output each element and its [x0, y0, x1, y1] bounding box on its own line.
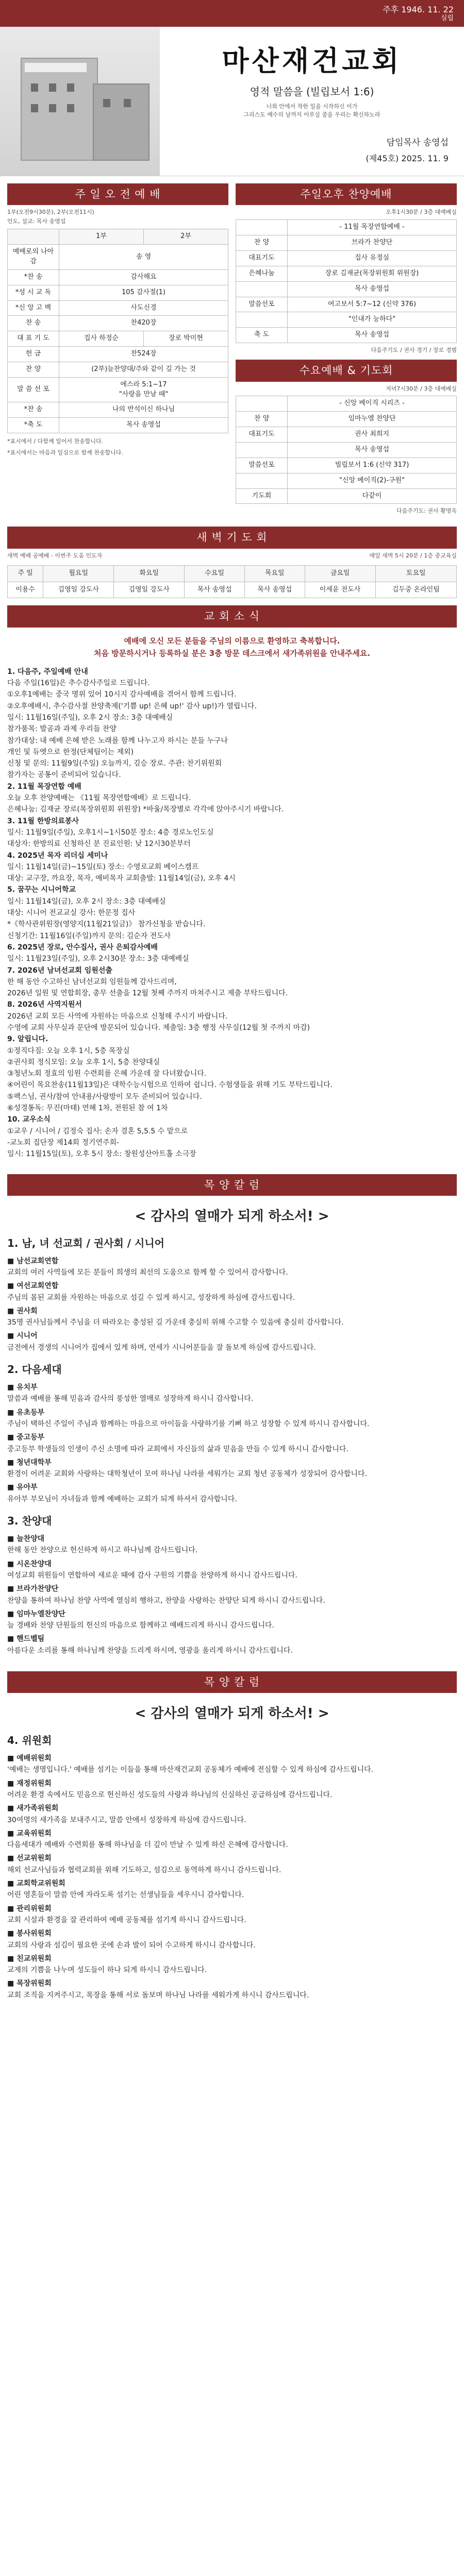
column-section-2: 2. 다음세대 [7, 1363, 62, 1376]
news-line: ④어린이 목요찬송(11월13일)은 대학수능시험으로 인하여 쉽니다. 수험생들을 위해 기도 부탁드립니다. [7, 1081, 333, 1090]
column-item-heading: ■ 선교위원회 [7, 1854, 52, 1863]
news-line: ⑤팩스님, 권사/참여 안내용/사랑방이 모두 준비되어 있습니다. [7, 1092, 202, 1101]
wed-worship-footnote: 다음주기도: 권사 황명옥 [396, 507, 457, 515]
table-row: 찬 송 찬420장 [8, 316, 228, 331]
news-heading: 7. 2026년 남녀선교회 임원선출 [7, 966, 112, 975]
table-row: 말씀선포 여고보서 5:7~12 (신약 376) [236, 297, 457, 312]
column-item-heading: ■ 유초등부 [7, 1408, 45, 1417]
pm-column [236, 183, 457, 518]
table-row: "신앙 베이직(2)-구원" [236, 473, 457, 488]
news-line: 일시: 11월14일(금)~15일(토) 장소: 수영로교회 베이스캠프 [7, 862, 199, 871]
news-line: 대상: 시니어 전교교실 강사: 한문정 집사 [7, 909, 136, 918]
column-item-heading: ■ 재정위원회 [7, 1779, 52, 1788]
news-line: 참가자는 공통이 준비되어 있습니다. [7, 771, 121, 779]
table-row: 기도회 다같이 [236, 488, 457, 504]
wed-worship-title: 수요예배 & 기도회 [236, 360, 457, 381]
wed-worship-note: 저녁7시30분 / 3층 대예배실 [386, 385, 457, 392]
church-info [160, 27, 464, 176]
table-row: 대표기도 권사 최희지 [236, 427, 457, 443]
news-line: 대상자: 한방의료 신청하신 분 진료인원: 낮 12시30분부터 [7, 840, 191, 849]
table-header: 1부 2부 [8, 229, 228, 245]
table-row: 대표기도 집사 유정실 [236, 251, 457, 266]
pastoral-column-1 [0, 1174, 464, 1656]
news-line: 오늘 오후 찬양예배는 《11월 목장연합예배》로 드립니다. [7, 794, 191, 803]
column-item-text: 금전에서 경생의 시니어가 집에서 있게 하며, 연세가 시니어분들을 잘 돌보게 하심에 감사드립니다. [7, 1343, 316, 1352]
news-line: 2026년 교회 모든 사역에 자원하는 마음으로 신청해 주시기 바랍니다. [7, 1012, 228, 1021]
column-item-heading: ■ 목장위원회 [7, 1979, 52, 1988]
tagline: 영적 말씀을 (빌립보서 1:6) [250, 86, 374, 98]
column-title-bar: 목 양 칼 럼 [7, 1671, 457, 1693]
column-section-4: 4. 위원회 [7, 1734, 52, 1747]
column-item-heading: ■ 임마누엘찬양단 [7, 1609, 65, 1618]
news-heading: 9. 알립니다. [7, 1035, 48, 1044]
column-item-text: 어린 영혼들이 말씀 안에 자라도록 섬기는 선생님들을 세우시니 감사합니다. [7, 1891, 244, 1900]
column-item-heading: ■ 남선교회연합 [7, 1257, 59, 1265]
column-item-heading: ■ 늘찬양대 [7, 1535, 45, 1544]
wed-worship-table [236, 396, 457, 504]
welcome-message: 예배에 오신 모든 분들을 주님의 이름으로 환영하고 축복합니다. 처음 방문하시거나 등록하실 분은 3층 방문 데스크에서 새가족위원을 안내주세요. [93, 636, 371, 658]
dawn-prayer-table [7, 565, 457, 599]
column-item-text: 늘 경배와 찬양 단원들의 헌신의 마음으로 함께하고 예배드리게 하시니 감사드립니다. [7, 1621, 274, 1630]
column-item-text: 한해 동안 찬양으로 헌신하게 하시고 하나님께 감사드립니다. [7, 1546, 198, 1555]
column-title: < 감사의 열매가 되게 하소서! > [135, 1208, 329, 1224]
pm-worship-note: 오후1시30분 / 3층 대예배실 [386, 209, 457, 216]
news-line: 한 해 동안 수고하신 남녀선교회 임원들께 감사드리며, [7, 977, 177, 986]
news-heading: 1. 다음주, 주일예배 안내 [7, 667, 88, 676]
column-item-text: 주님의 몸된 교회를 자원하는 마음으로 섬길 수 있게 하시고, 성장하게 하심에 감사드립니다. [7, 1293, 295, 1302]
am-worship-note2: 인도, 설교: 목사 송영섭 [7, 218, 66, 225]
column-item-text: 유아부 부모님이 자녀들과 함께 예배하는 교회가 되게 하셔서 감사합니다. [7, 1495, 237, 1503]
church-name: 마산재건교회 [222, 45, 402, 77]
column-item-heading: ■ 권사회 [7, 1307, 38, 1315]
am-worship-table [7, 229, 228, 433]
news-heading: 5. 꿈꾸는 시니어학교 [7, 886, 76, 894]
news-heading: 8. 2026년 사역지원서 [7, 1001, 82, 1009]
pm-worship-title: 주일오후 찬양예배 [236, 183, 457, 205]
news-line: 수영에 교회 사무실과 문단에 방문되어 있습니다. 제출일: 3층 행정 사무실(12월 첫 주까지 마감) [7, 1023, 310, 1032]
dawn-prayer-note2: 새벽 예배 공예배 - 이번주 도움 인도자 [7, 552, 103, 559]
pastor-name: 담임목사 송영섭 [386, 138, 449, 148]
dawn-prayer-title: 새 벽 기 도 회 [7, 527, 457, 548]
table-row: "인내가 능하다" [236, 312, 457, 328]
column-item-heading: ■ 유치부 [7, 1383, 38, 1392]
column-title: < 감사의 열매가 되게 하소서! > [135, 1706, 329, 1722]
column-item-heading: ■ 중고등부 [7, 1433, 45, 1442]
issue-number: (제45호) 2025. 11. 9 [366, 153, 449, 163]
am-worship-footnote: *표시에서 / 다함께 일어서 찬송합니다. [7, 438, 104, 445]
top-strip [0, 0, 464, 27]
news-line: 신청 및 문의: 11월9일(주일) 오늘까지, 김승 장로. 주관: 찬기위원회 [7, 759, 222, 768]
column-section-2-body [7, 1382, 457, 1504]
am-worship-footnote2: *표시에서는 마음과 일심으로 함께 찬송합니다. [7, 449, 123, 456]
column-item-text: 교회 시설과 환경을 잘 관리하여 예배 공동체를 섬기게 하시니 감사드립니다. [7, 1916, 246, 1924]
column-item-text: 교제의 기쁨을 나누며 성도들이 하나 되게 하시니 감사드립니다. [7, 1966, 207, 1975]
column-item-heading: ■ 시온찬양대 [7, 1560, 52, 1568]
column-item-text: 해외 선교사님들과 협력교회를 위해 기도하고, 섬김으로 동역하게 하시니 감사드립니다. [7, 1866, 281, 1874]
column-item-text: 교회 조직을 지켜주시고, 목장을 통해 서로 돌보며 하나님 나라를 세워가게 하시니 감사드립니다. [7, 1991, 309, 1999]
column-item-heading: ■ 관리위원회 [7, 1904, 52, 1913]
column-item-text: 어려운 환경 속에서도 믿음으로 헌신하신 성도들의 사랑과 하나님의 신실하신 공급하심에 감사드립니다. [7, 1791, 333, 1799]
founding-date: 주후 1946. 11. 22 실립 [383, 4, 454, 22]
news-heading: 6. 2025년 장로, 안수집사, 권사 은퇴감사예배 [7, 943, 158, 952]
news-line: ⑥성경통독: 무진(마태) 연혜 1차, 전원된 참 여 1차 [7, 1104, 168, 1113]
table-row: 찬 양 (2부)늘찬양대/주와 같이 길 가는 것 [8, 362, 228, 377]
column-item-heading: ■ 유아부 [7, 1483, 38, 1492]
column-item-text: 교회의 사랑과 섬김이 필요한 곳에 손과 발이 되어 수고하게 하시니 감사합니다. [7, 1941, 256, 1950]
news-line: ①정직다짐: 오늘 오후 1시, 5층 목장실 [7, 1046, 130, 1055]
table-row: *축 도 목사 송영섭 [8, 418, 228, 433]
pm-worship-table [236, 219, 457, 343]
news-heading: 4. 2025년 목자 리더십 세미나 [7, 851, 108, 860]
table-row: *찬 송 나의 반석이신 하나님 [8, 402, 228, 418]
table-row: - 신앙 베이직 시리즈 - [236, 396, 457, 412]
news-line: ①교우 / 시니어 / 김정숙 집사: 손자 결혼 5,5.5 수 맡으로 [7, 1127, 188, 1136]
news-line: ③청년노회 정효의 임원 수련회를 은혜 가운데 잘 다녀왔습니다. [7, 1070, 207, 1078]
column-item-text: 여성교회 위원들이 연합하여 새로운 때에 감사 구원의 기쁨을 찬양하게 하시니 감사드립니다. [7, 1571, 297, 1580]
column-item-text: 아름다운 소리를 통해 하나님께 찬양을 드리게 하시며, 영광을 올리게 하시니 감사드립니다. [7, 1646, 293, 1655]
table-row: *성 시 교 독 105 감사절(1) [8, 285, 228, 300]
verse-line-1: 너희 안에서 착한 일을 시작하신 이가 [266, 103, 358, 110]
table-row: 축 도 목사 송영섭 [236, 328, 457, 343]
news-line: 일시: 11월9일(주일), 오후1시~1시50분 장소: 4층 경로노인도실 [7, 828, 214, 837]
table-row: 대 표 기 도 집사 하정순 장로 박미현 [8, 331, 228, 347]
table-row: *찬 송 감사해요 [8, 269, 228, 285]
column-item-heading: ■ 핸드벨팀 [7, 1635, 45, 1643]
column-item-heading: ■ 봉사위원회 [7, 1929, 52, 1938]
column-item-heading: ■ 시니어 [7, 1332, 38, 1341]
pastoral-column-2 [0, 1671, 464, 2001]
news-line: ①오후1예배는 중국 명위 있어 10시지 감사예배을 겪어서 함께 드립니다. [7, 690, 237, 699]
column-item-heading: ■ 친교위원회 [7, 1954, 52, 1963]
column-item-text: 30여명의 새가족을 보내주시고, 말씀 안에서 성장하게 하심에 감사드립니다. [7, 1816, 246, 1824]
news-line: 은혜나눔: 김재균 장로(목장위원회 위원장) *바울/목장별로 각각에 앉아주시기 바랍니다. [7, 805, 284, 814]
worship-columns [0, 176, 464, 518]
column-item-text: 중고등부 학생들의 인생이 주신 소명에 따라 교회에서 자신들의 삶과 믿음을 만들 수 있게 하시니 감사합니다. [7, 1445, 349, 1453]
church-photo [0, 27, 160, 176]
table-row: 은혜나눔 장로 김재균(목장위원회 위원장) [236, 266, 457, 281]
column-item-text: 환경이 어려운 교회와 사랑하는 대학청년이 모여 하나님 나라를 세워가는 교회 청년 공동체가 성장되어 감사합니다. [7, 1470, 367, 1479]
news-line: 일시: 11월15일(토), 오후 5시 장소: 창원성산아트홀 소극장 [7, 1150, 196, 1159]
news-line: 일시: 11월23일(주일), 오후 2시30분 장소: 3층 대예배실 [7, 955, 189, 963]
news-line: ②권사회 정식모임: 오늘 오후 1시, 5층 찬양대실 [7, 1058, 160, 1066]
news-heading: 10. 교우소식 [7, 1115, 51, 1124]
news-title: 교 회 소 식 [7, 605, 457, 627]
news-list [7, 667, 457, 1160]
news-line: 신청기간: 11월16일(주일)까지 문의: 김순자 전도사 [7, 931, 171, 940]
news-heading: 2. 11월 목장연합 예배 [7, 782, 81, 791]
news-line: 일시: 11월16일(주일), 오후 2시 장소: 3층 대예배실 [7, 713, 173, 722]
news-line: 참가품목: 발곰과 과제 우리들 찬양 [7, 725, 117, 734]
news-line: 대상: 교구장, 까요장, 목자, 예비목자 교회출발: 11월14일(금), 오후 4시 [7, 874, 236, 883]
column-section-4-body [7, 1753, 457, 2001]
column-item-text: '예배는 생명입니다.' 예배를 섬기는 이들을 통해 마산재건교회 공동체가 예배에 전심할 수 있게 하심에 감사드립니다. [7, 1766, 374, 1774]
table-row: 예배로의 나아감 송 영 [8, 245, 228, 270]
church-news [0, 598, 464, 1159]
am-worship [7, 183, 228, 518]
column-item-heading: ■ 브라가찬양단 [7, 1585, 59, 1594]
dawn-prayer-note: 매일 새벽 5시 20분 / 1층 중교육실 [369, 552, 457, 559]
column-item-heading: ■ 교회학교위원회 [7, 1879, 65, 1888]
column-item-text: 다음세대가 예배와 수련회를 통해 하나님을 더 깊이 만날 수 있게 하신 은혜에 감사합니다. [7, 1841, 288, 1850]
news-line: -교노회 집단장 제14회 정기연주회- [7, 1138, 120, 1147]
column-item-text: 말씀과 예배를 통해 믿음과 감사의 풍성한 열매로 성장하게 하시니 감사합니다. [7, 1395, 254, 1403]
column-section-1-body [7, 1256, 457, 1353]
news-line: 참가대상: 내 예배 은혜 받은 노래를 함께 나누고자 하시는 분들 누구나 [7, 736, 228, 745]
dawn-prayer [0, 527, 464, 598]
am-worship-note: 1부(오전9시30분), 2부(오전11시) [7, 209, 94, 216]
news-heading: 3. 11월 한방의료봉사 [7, 817, 79, 825]
news-line: 개인 및 듀엣으로 한정(단체팀이는 제외) [7, 748, 134, 756]
column-section-3: 3. 찬양대 [7, 1515, 52, 1528]
column-section-1: 1. 남, 녀 선교회 / 권사회 / 시니어 [7, 1236, 164, 1249]
table-row: 찬 양 임마누엘 찬양단 [236, 412, 457, 427]
column-title-bar: 목 양 칼 럼 [7, 1174, 457, 1196]
column-item-text: 35명 권사님들께서 주님을 더 따라오는 충성된 길 가운데 충실히 위해 수고할 수 있음에 충실히 감사합니다. [7, 1318, 344, 1327]
header [0, 27, 464, 176]
table-row: *신 앙 고 백 사도신경 [8, 300, 228, 316]
pm-worship-footnote: 다음주기도 / 권사 경기 / 장로 경범 [371, 347, 457, 354]
news-line: 다음 주일(16일)은 추수감사주일로 드립니다. [7, 679, 150, 688]
column-item-heading: ■ 새가족위원회 [7, 1804, 59, 1813]
news-line: *《학사관위원장(영양지(11월21일금)》 참가신청을 받습니다. [7, 920, 206, 929]
table-row: 이용수 김영일 강도사 김영일 강도사 목사 송영섭 목사 송영섭 이세윤 전도사 김두중 온라인팀 [8, 582, 457, 598]
table-row: 말 씀 선 포 에스라 5:1~17 "사랑을 만날 때" [8, 377, 228, 402]
column-item-text: 찬양을 통하여 하나님 찬양 사역에 열심히 행하고, 찬양을 사랑하는 찬양단 되게 하시니 감사드립니다. [7, 1596, 325, 1605]
table-row: 목사 송영섭 [236, 442, 457, 457]
news-line: ②오후예배시, 추수감사절 찬양축제('기쁨 up! 은혜 up!' 감사 up!)가 열립니다. [7, 702, 257, 710]
column-item-heading: ■ 예배위원회 [7, 1754, 52, 1763]
column-item-text: 주님이 택하신 주일이 주님과 함께하는 마음으로 아이들을 사랑하기를 기뻐 하고 성장할 수 있게 하시니 감사합니다. [7, 1419, 370, 1428]
column-section-3-body [7, 1534, 457, 1656]
table-row: 헌 금 찬524장 [8, 347, 228, 362]
table-row: - 11월 목장연합예배 - [236, 220, 457, 235]
table-row: 찬 양 브라가 찬양단 [236, 235, 457, 251]
column-item-heading: ■ 여선교회연합 [7, 1282, 59, 1291]
column-item-heading: ■ 교육위원회 [7, 1829, 52, 1838]
table-row: 말씀선포 빌립보서 1:6 (신약 317) [236, 457, 457, 473]
news-line: 2026년 일원 및 연합회장, 총무 선출을 12월 첫째 주까지 마쳐주시고 제출 부탁드립니다. [7, 989, 288, 998]
news-line: 일시: 11월14일(금), 오후 2시 장소: 3층 대예배실 [7, 897, 166, 906]
verse-line-2: 그리스도 예수의 날까지 이루실 줄을 우리는 확신하노라 [243, 111, 380, 118]
table-header: 주 일 월요일 화요일 수요일 목요일 금요일 토요일 [8, 565, 457, 582]
table-row: 목사 송영섭 [236, 281, 457, 297]
column-item-text: 교회의 여러 사역들에 모든 분들이 희생의 최선의 도움으로 함께 할 수 있어서 감사합니다. [7, 1268, 288, 1277]
am-worship-title: 주 일 오 전 예 배 [7, 183, 228, 205]
column-item-heading: ■ 청년대학부 [7, 1458, 52, 1467]
